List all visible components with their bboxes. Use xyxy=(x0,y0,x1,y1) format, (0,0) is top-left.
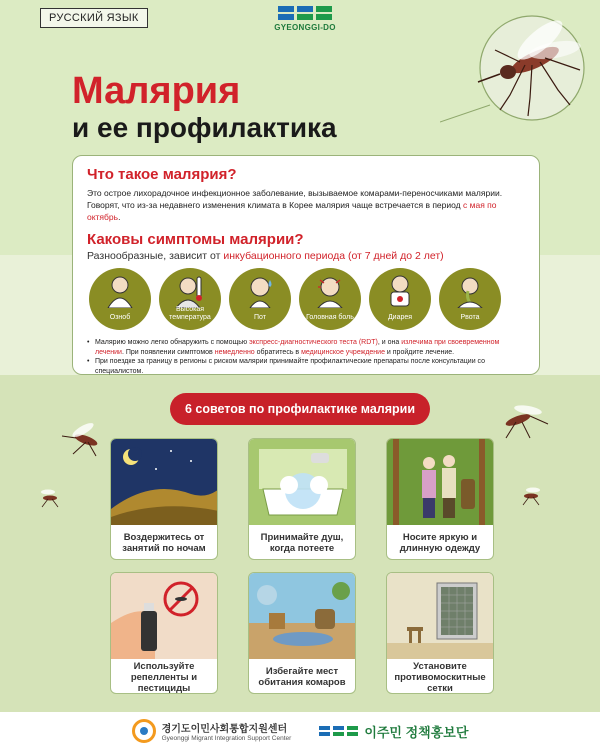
policy-group-logo xyxy=(319,722,468,741)
what-heading: Что такое малярия? xyxy=(87,166,237,183)
page-title: Малярия xyxy=(72,70,241,112)
symptoms-subline xyxy=(87,250,525,262)
tip-caption: Установите противомоскитные сетки xyxy=(394,660,486,694)
note-item: • При поездке за границу в регионы с риском малярии принимайте профилактические препараты после консультации со специалистом. xyxy=(87,357,525,376)
chills-icon xyxy=(102,274,138,308)
symptom-label: Диарея xyxy=(387,314,413,321)
mosquito-icon xyxy=(516,484,546,506)
puddle-icon xyxy=(249,573,355,659)
center-logo-icon xyxy=(132,719,156,743)
mosquito-icon xyxy=(36,486,64,508)
thermometer-icon xyxy=(172,274,208,308)
tip-card-repellent xyxy=(110,572,218,694)
brand-name: GYEONGGI-DO xyxy=(274,23,336,32)
note-text: . При появлении симптомов xyxy=(121,348,215,356)
note-highlight: немедленно xyxy=(214,348,255,356)
gyeonggi-mark-icon xyxy=(270,6,340,20)
symptom-headache xyxy=(299,268,361,330)
moon-icon xyxy=(111,439,217,525)
center-name-en: Gyeonggi Migrant Integration Support Center xyxy=(161,735,292,742)
language-badge: РУССКИЙ ЯЗЫК xyxy=(40,8,148,28)
mosquito-icon xyxy=(494,398,550,440)
headache-icon xyxy=(312,274,348,308)
people-icon xyxy=(387,439,493,525)
symptom-vomit xyxy=(439,268,501,330)
symptoms-sub-highlight: инкубационного периода (от 7 дней до 2 лет) xyxy=(223,250,444,262)
note-text: , и она xyxy=(377,339,402,346)
footer xyxy=(0,712,600,750)
note-text: и пройдите лечение. xyxy=(384,348,455,356)
shower-illustration xyxy=(249,439,355,525)
symptom-label: Головная боль xyxy=(306,314,354,321)
clothing-illustration xyxy=(387,439,493,525)
tip-caption: Используйте репелленты и пестициды xyxy=(130,660,198,694)
symptom-label: Пот xyxy=(254,314,266,321)
diarrhea-icon xyxy=(382,274,418,308)
tip-card-habitat xyxy=(248,572,356,694)
symptom-label: Рвота xyxy=(460,314,480,321)
repellent-illustration xyxy=(111,573,217,659)
tip-card-clothing xyxy=(386,438,494,560)
note-highlight: экспресс-диагностического теста (RDT) xyxy=(249,339,378,346)
shower-icon xyxy=(249,439,355,525)
mosquito-icon xyxy=(58,418,108,458)
symptom-label: Высокая температура xyxy=(169,306,211,321)
tip-card-shower xyxy=(248,438,356,560)
what-text-a: Это острое лихорадочное инфекционное заболевание, вызываемое комарами-переносчиками малярии. Говорят, что из-за недавнего изменения климата в Корее малярия чаще встречается в период xyxy=(87,188,503,210)
policy-group-name: 이주민 정책홍보단 xyxy=(364,724,469,740)
spray-icon xyxy=(111,573,217,659)
gyeonggi-mark-icon xyxy=(319,726,358,736)
gyeonggi-logo xyxy=(270,6,340,32)
symptom-sweat xyxy=(229,268,291,330)
tips-banner: 6 советов по профилактике малярии xyxy=(170,393,430,425)
symptoms-sub-a: Разнообразные, зависит от xyxy=(87,250,224,262)
page-subtitle: и ее профилактика xyxy=(72,112,337,143)
info-card xyxy=(72,155,540,375)
what-text xyxy=(87,187,525,223)
nets-illustration xyxy=(387,573,493,659)
what-text-c: . xyxy=(118,212,121,222)
note-highlight: медицинское учреждение xyxy=(301,348,385,356)
migrant-center-logo xyxy=(132,719,292,743)
tip-card-night xyxy=(110,438,218,560)
note-text: Малярию можно легко обнаружить с помощью xyxy=(95,339,250,346)
habitat-illustration xyxy=(249,573,355,659)
sweat-icon xyxy=(242,274,278,308)
symptoms-heading: Каковы симптомы малярии? xyxy=(87,231,304,248)
center-name: 경기도이민사회통합지원센터 xyxy=(161,724,288,735)
symptom-diarrhea xyxy=(369,268,431,330)
tip-caption: Носите яркую и длинную одежду xyxy=(399,532,481,554)
note-item xyxy=(87,338,525,357)
notes-list xyxy=(87,338,525,376)
symptom-label: Озноб xyxy=(109,314,131,321)
note-text: обратитесь в xyxy=(254,348,302,356)
window-net-icon xyxy=(387,573,493,659)
tip-caption: Принимайте душ, когда потеете xyxy=(260,532,344,554)
note-highlight: излечима при своевременном лечении xyxy=(95,339,500,356)
tip-caption: Избегайте мест обитания комаров xyxy=(258,666,346,688)
mosquito-illustration-icon xyxy=(440,10,600,125)
what-text-highlight: с мая по октябрь xyxy=(87,200,497,222)
night-illustration xyxy=(111,439,217,525)
symptom-list xyxy=(89,268,525,330)
tip-caption: Воздержитесь от занятий по ночам xyxy=(122,532,206,554)
symptom-chills xyxy=(89,268,151,330)
vomit-icon xyxy=(452,274,488,308)
tip-card-nets xyxy=(386,572,494,694)
symptom-fever xyxy=(159,268,221,330)
